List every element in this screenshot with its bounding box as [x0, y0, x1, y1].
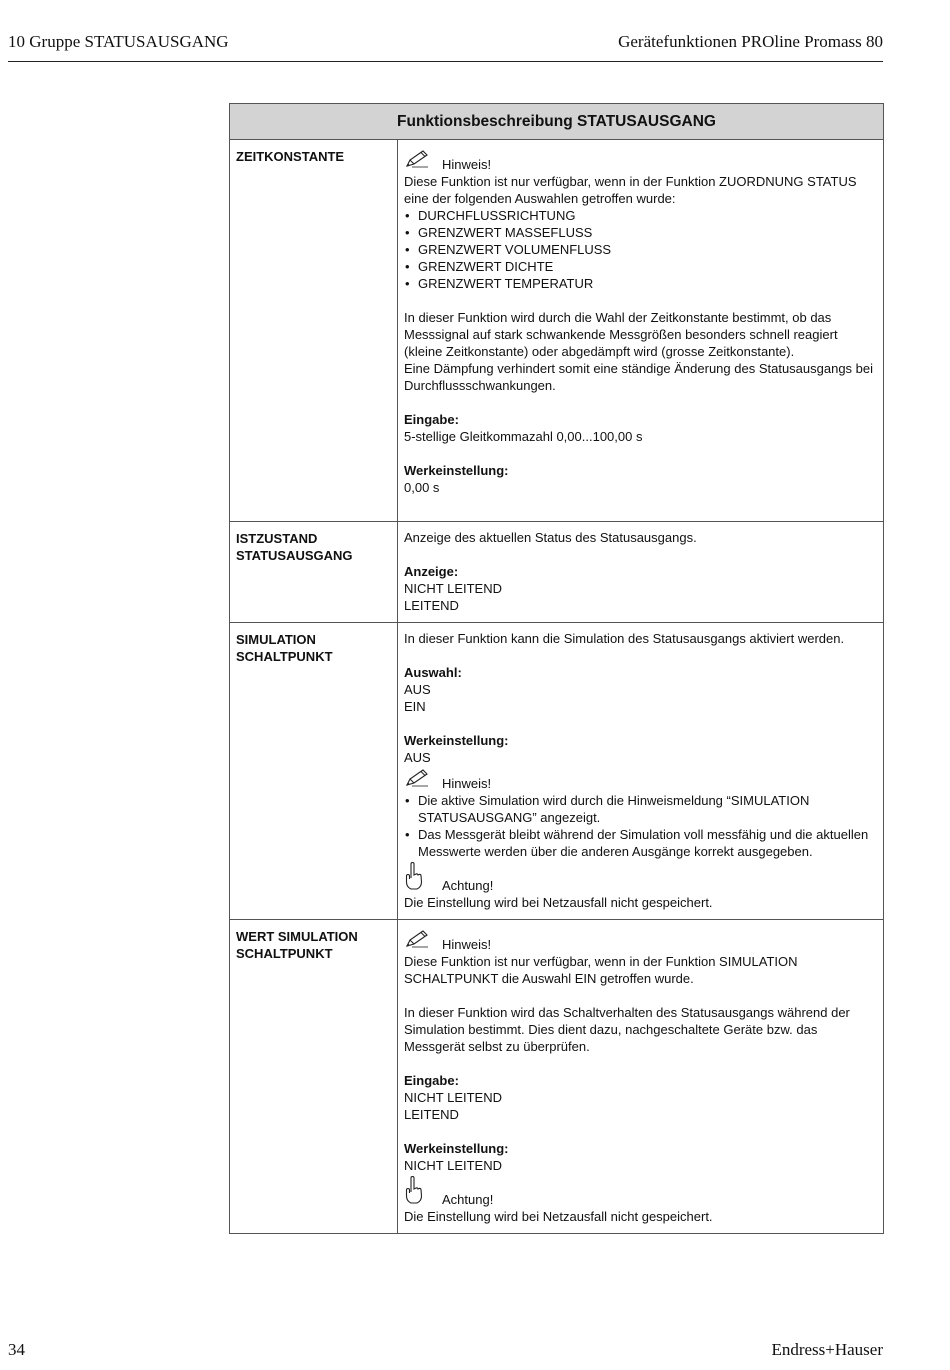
table-row — [230, 920, 884, 1234]
input-label: Eingabe: — [404, 412, 459, 427]
selection-label: Auswahl: — [404, 665, 462, 680]
input-label: Eingabe: — [404, 1073, 459, 1088]
selection-value: EIN — [404, 699, 426, 714]
note-label: Hinweis! — [442, 776, 492, 791]
list-item: • GRENZWERT DICHTE — [404, 258, 877, 275]
description-text: Eine Dämpfung verhindert somit eine ständige Änderung des Statusausgangs bei Durchflussschwankungen. — [404, 361, 874, 393]
list-item: • GRENZWERT VOLUMENFLUSS — [404, 241, 877, 258]
default-label: Werkeinstellung: — [404, 733, 509, 748]
note-label: Hinweis! — [442, 157, 492, 172]
warning-text: Die Einstellung wird bei Netzausfall nicht gespeichert. — [404, 895, 713, 910]
description-text: Anzeige des aktuellen Status des Statusausgangs. — [404, 530, 697, 545]
table-row — [230, 522, 884, 623]
description-text: In dieser Funktion wird das Schaltverhalten des Statusausgangs während der Simulation bestimmt. Dies dient dazu, nachgeschaltete Geräte bzw. das Messgerät selbst zu überprüfen. — [404, 1005, 850, 1054]
input-value: 5-stellige Gleitkommazahl 0,00...100,00 s — [404, 429, 643, 444]
warning-label: Achtung! — [442, 1192, 494, 1207]
warning-block — [404, 860, 877, 894]
function-name: WERT SIMULATION SCHALTPUNKT — [230, 920, 398, 1234]
pointing-hand-icon — [404, 1176, 442, 1208]
function-description — [398, 140, 884, 522]
function-description — [398, 623, 884, 920]
note-block — [404, 927, 877, 953]
pencil-note-icon — [404, 768, 442, 792]
warning-text: Die Einstellung wird bei Netzausfall nicht gespeichert. — [404, 1209, 713, 1224]
display-value: LEITEND — [404, 598, 459, 613]
list-item: • GRENZWERT TEMPERATUR — [404, 275, 877, 292]
description-text: In dieser Funktion kann die Simulation des Statusausgangs aktiviert werden. — [404, 631, 845, 646]
list-item: • GRENZWERT MASSEFLUSS — [404, 224, 877, 241]
page-footer — [8, 1338, 883, 1360]
input-value: NICHT LEITEND — [404, 1090, 502, 1105]
warning-block — [404, 1174, 877, 1208]
page-header — [8, 30, 883, 62]
note-block — [404, 147, 877, 173]
list-item: • DURCHFLUSSRICHTUNG — [404, 207, 877, 224]
option-list — [404, 207, 877, 292]
function-name: ISTZUSTAND STATUSAUSGANG — [230, 522, 398, 623]
default-value: 0,00 s — [404, 480, 440, 495]
note-block — [404, 766, 877, 792]
input-value: LEITEND — [404, 1107, 459, 1122]
pencil-note-icon — [404, 149, 442, 173]
chapter-title: 10 Gruppe STATUSAUSGANG — [8, 32, 229, 51]
list-item: • Die aktive Simulation wird durch die Hinweismeldung “SIMULATION STATUSAUSGANG” angezeigt. — [404, 792, 877, 826]
selection-value: AUS — [404, 682, 431, 697]
function-description — [398, 522, 884, 623]
table-row — [230, 140, 884, 522]
warning-label: Achtung! — [442, 878, 494, 893]
display-value: NICHT LEITEND — [404, 581, 502, 596]
note-label: Hinweis! — [442, 937, 492, 952]
default-label: Werkeinstellung: — [404, 1141, 509, 1156]
note-text: Diese Funktion ist nur verfügbar, wenn in der Funktion ZUORDNUNG STATUS eine der folgenden Auswahlen getroffen wurde: — [404, 174, 857, 206]
default-value: AUS — [404, 750, 431, 765]
note-text: Diese Funktion ist nur verfügbar, wenn in der Funktion SIMULATION SCHALTPUNKT die Auswahl EIN getroffen wurde. — [404, 954, 798, 986]
brand-name: Endress+Hauser — [771, 1340, 883, 1359]
table-row — [230, 623, 884, 920]
document-title: Gerätefunktionen PROline Promass 80 — [618, 32, 883, 51]
default-value: NICHT LEITEND — [404, 1158, 502, 1173]
display-label: Anzeige: — [404, 564, 459, 579]
function-description-table — [229, 103, 884, 1234]
list-item: • Das Messgerät bleibt während der Simulation voll messfähig und die aktuellen Messwerte werden über die anderen Ausgänge korrekt ausgegeben. — [404, 826, 877, 860]
pencil-note-icon — [404, 929, 442, 953]
note-list — [404, 792, 877, 860]
table-title: Funktionsbeschreibung STATUSAUSGANG — [230, 104, 884, 140]
page-number: 34 — [8, 1340, 25, 1359]
function-description — [398, 920, 884, 1234]
description-text: In dieser Funktion wird durch die Wahl der Zeitkonstante bestimmt, ob das Messsignal auf stark schwankende Messgrößen besonders schnell reagiert (kleine Zeitkonstante) oder abgedämpft wird (grosse Zeitkonstante). — [404, 310, 838, 359]
default-label: Werkeinstellung: — [404, 463, 509, 478]
function-name: ZEITKONSTANTE — [230, 140, 398, 522]
function-name: SIMULATION SCHALTPUNKT — [230, 623, 398, 920]
pointing-hand-icon — [404, 862, 442, 894]
